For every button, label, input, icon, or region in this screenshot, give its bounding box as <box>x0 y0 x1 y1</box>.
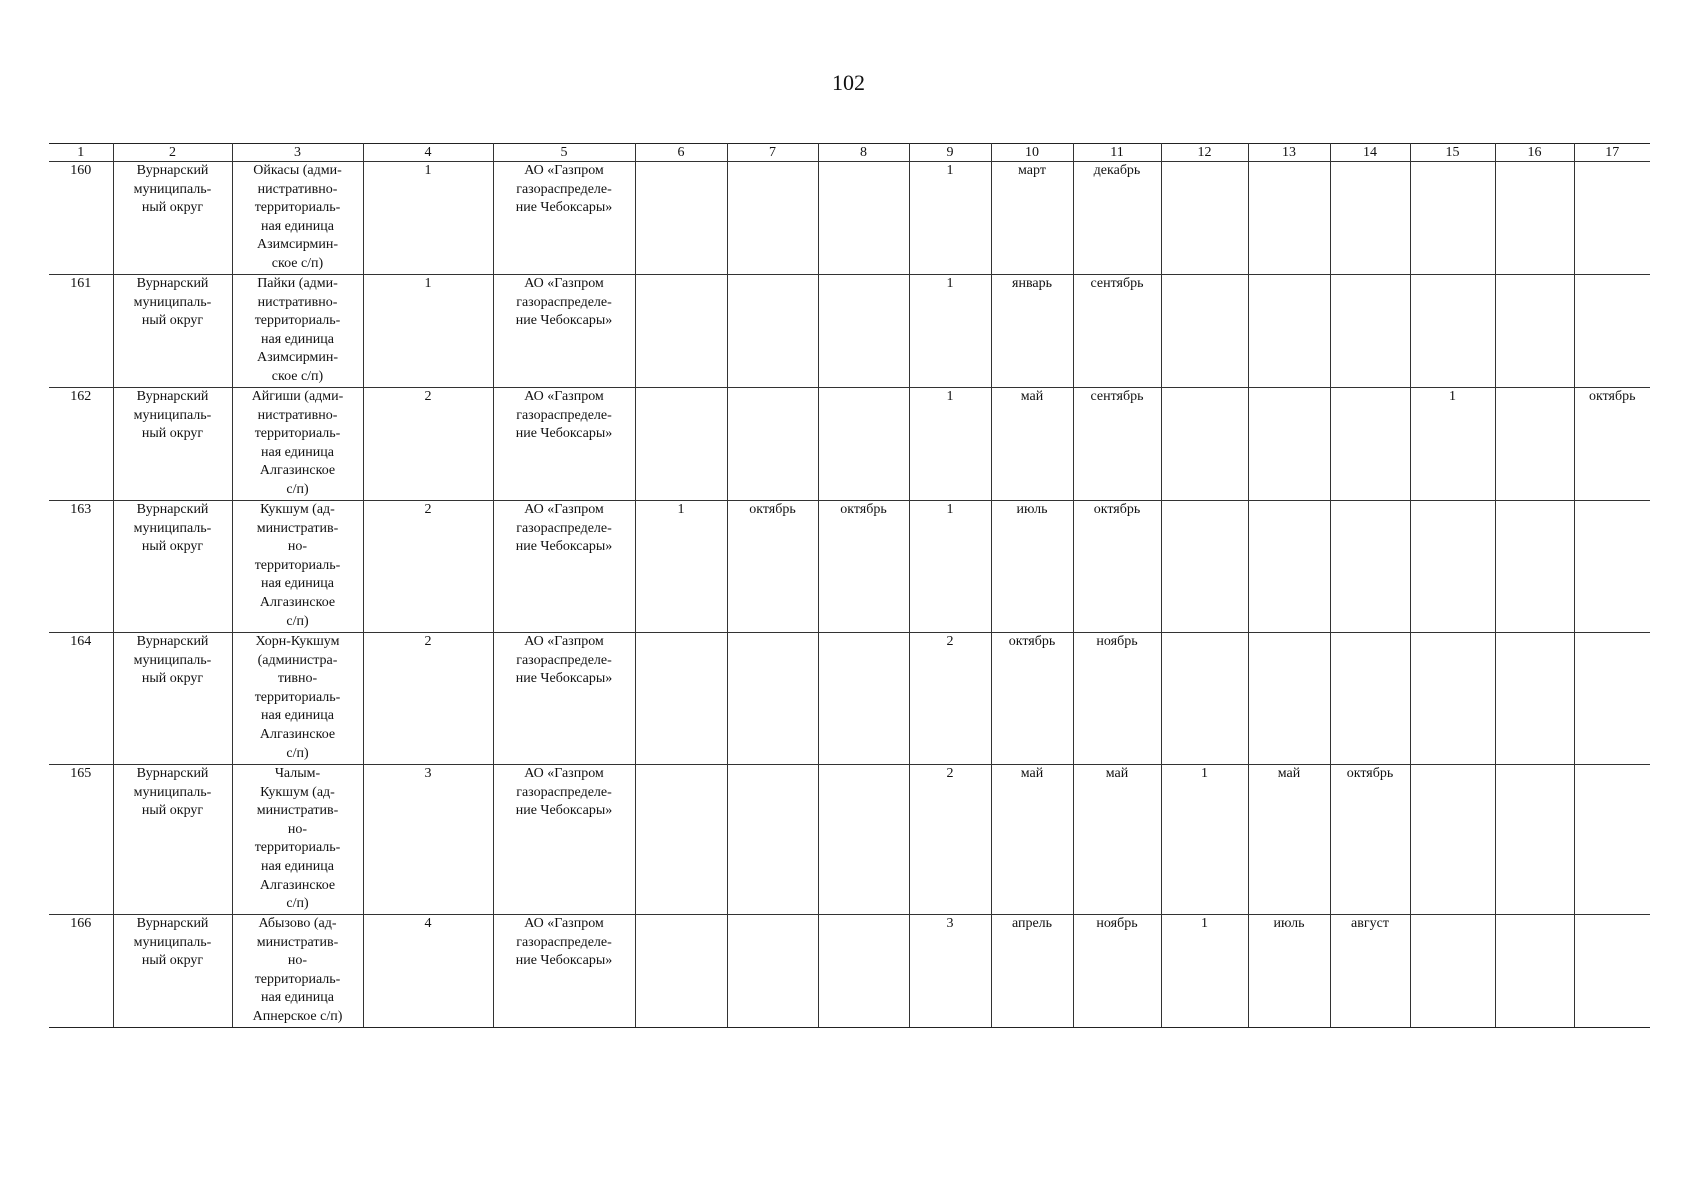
table-row <box>49 915 1650 1028</box>
table-cell: декабрь <box>1073 162 1161 275</box>
table-cell: июль <box>1248 915 1330 1028</box>
table-cell <box>1574 633 1650 765</box>
column-header: 15 <box>1410 144 1495 162</box>
table-cell: ноябрь <box>1073 633 1161 765</box>
column-header: 4 <box>363 144 493 162</box>
table-cell <box>818 765 909 915</box>
count-cell: 3 <box>363 765 493 915</box>
district-cell: Вурнарский муниципаль- ный округ <box>113 501 232 633</box>
table-cell: июль <box>991 501 1073 633</box>
table-cell <box>1495 388 1574 501</box>
column-header: 17 <box>1574 144 1650 162</box>
table-cell: май <box>991 388 1073 501</box>
table-cell: май <box>1248 765 1330 915</box>
table-cell: май <box>991 765 1073 915</box>
table-cell <box>727 388 818 501</box>
table-cell <box>1330 162 1410 275</box>
table-cell <box>818 388 909 501</box>
table-cell <box>635 915 727 1028</box>
table-cell <box>1410 275 1495 388</box>
settlement-cell: Хорн-Кукшум (администра- тивно- территориаль- ная единица Алгазинское с/п) <box>232 633 363 765</box>
table-cell <box>1495 275 1574 388</box>
table-cell <box>1161 275 1248 388</box>
organization-cell: АО «Газпром газораспределе- ние Чебоксары» <box>493 275 635 388</box>
row-number-cell: 165 <box>49 765 113 915</box>
settlement-cell: Айгиши (адми- нистративно- территориаль- ная единица Алгазинское с/п) <box>232 388 363 501</box>
table-cell: 1 <box>909 275 991 388</box>
table-cell <box>1248 388 1330 501</box>
table-cell <box>1410 162 1495 275</box>
table-cell <box>1248 275 1330 388</box>
row-number-cell: 164 <box>49 633 113 765</box>
column-header: 14 <box>1330 144 1410 162</box>
organization-cell: АО «Газпром газораспределе- ние Чебоксары» <box>493 388 635 501</box>
table-cell <box>635 275 727 388</box>
table-cell: май <box>1073 765 1161 915</box>
table-cell: октябрь <box>727 501 818 633</box>
table-row <box>49 162 1650 275</box>
column-header: 3 <box>232 144 363 162</box>
organization-cell: АО «Газпром газораспределе- ние Чебоксары» <box>493 915 635 1028</box>
column-header: 1 <box>49 144 113 162</box>
column-header: 16 <box>1495 144 1574 162</box>
table-cell <box>818 633 909 765</box>
table-cell <box>818 162 909 275</box>
column-number-row <box>49 144 1650 162</box>
column-header: 7 <box>727 144 818 162</box>
count-cell: 2 <box>363 501 493 633</box>
district-cell: Вурнарский муниципаль- ный округ <box>113 633 232 765</box>
table-cell <box>1410 765 1495 915</box>
column-header: 10 <box>991 144 1073 162</box>
table-cell <box>1574 765 1650 915</box>
district-cell: Вурнарский муниципаль- ный округ <box>113 765 232 915</box>
row-number-cell: 163 <box>49 501 113 633</box>
column-header: 2 <box>113 144 232 162</box>
row-number-cell: 162 <box>49 388 113 501</box>
table-cell <box>727 765 818 915</box>
table-cell: 2 <box>909 633 991 765</box>
column-header: 9 <box>909 144 991 162</box>
district-cell: Вурнарский муниципаль- ный округ <box>113 275 232 388</box>
table-cell: 1 <box>1161 915 1248 1028</box>
table-cell: октябрь <box>1574 388 1650 501</box>
organization-cell: АО «Газпром газораспределе- ние Чебоксары» <box>493 633 635 765</box>
table-cell <box>1330 275 1410 388</box>
district-cell: Вурнарский муниципаль- ный округ <box>113 915 232 1028</box>
table-cell <box>635 162 727 275</box>
table-cell: октябрь <box>991 633 1073 765</box>
table-cell <box>727 162 818 275</box>
table-cell <box>1248 633 1330 765</box>
table-cell <box>1330 388 1410 501</box>
count-cell: 1 <box>363 162 493 275</box>
district-cell: Вурнарский муниципаль- ный округ <box>113 162 232 275</box>
table-cell <box>1495 633 1574 765</box>
table-row <box>49 501 1650 633</box>
table-cell: октябрь <box>818 501 909 633</box>
table-cell: март <box>991 162 1073 275</box>
row-number-cell: 161 <box>49 275 113 388</box>
table-cell: 3 <box>909 915 991 1028</box>
count-cell: 2 <box>363 633 493 765</box>
table-cell: ноябрь <box>1073 915 1161 1028</box>
table-cell <box>1495 915 1574 1028</box>
table-cell <box>1495 765 1574 915</box>
count-cell: 1 <box>363 275 493 388</box>
district-cell: Вурнарский муниципаль- ный округ <box>113 388 232 501</box>
table-cell: 1 <box>635 501 727 633</box>
organization-cell: АО «Газпром газораспределе- ние Чебоксары» <box>493 765 635 915</box>
table-cell: 1 <box>909 501 991 633</box>
column-header: 6 <box>635 144 727 162</box>
organization-cell: АО «Газпром газораспределе- ние Чебоксары» <box>493 501 635 633</box>
schedule-table <box>49 143 1650 1028</box>
table-cell <box>1410 915 1495 1028</box>
table-cell: 1 <box>909 388 991 501</box>
table-cell: январь <box>991 275 1073 388</box>
table-cell: 1 <box>1161 765 1248 915</box>
table-cell <box>635 633 727 765</box>
table-cell <box>1161 162 1248 275</box>
table-cell <box>1574 162 1650 275</box>
table-cell <box>1410 501 1495 633</box>
table-cell: апрель <box>991 915 1073 1028</box>
column-header: 5 <box>493 144 635 162</box>
table-cell <box>1410 633 1495 765</box>
table-cell <box>1248 162 1330 275</box>
table-cell: октябрь <box>1073 501 1161 633</box>
table-cell <box>635 388 727 501</box>
table-cell: сентябрь <box>1073 275 1161 388</box>
table-cell: 2 <box>909 765 991 915</box>
table-cell <box>818 275 909 388</box>
page-number: 102 <box>832 70 865 95</box>
table-row <box>49 275 1650 388</box>
settlement-cell: Кукшум (ад- министратив- но- территориаль- ная единица Алгазинское с/п) <box>232 501 363 633</box>
table-cell: октябрь <box>1330 765 1410 915</box>
table-cell <box>1161 388 1248 501</box>
settlement-cell: Чалым- Кукшум (ад- министратив- но- территориаль- ная единица Алгазинское с/п) <box>232 765 363 915</box>
table-cell <box>727 915 818 1028</box>
column-header: 11 <box>1073 144 1161 162</box>
table-cell <box>1161 633 1248 765</box>
table-cell <box>1495 501 1574 633</box>
table-cell: 1 <box>1410 388 1495 501</box>
table-row <box>49 633 1650 765</box>
count-cell: 4 <box>363 915 493 1028</box>
column-header: 13 <box>1248 144 1330 162</box>
table-cell <box>1330 501 1410 633</box>
table-cell <box>1330 633 1410 765</box>
table-row <box>49 388 1650 501</box>
table-cell <box>727 275 818 388</box>
table-cell <box>635 765 727 915</box>
table-cell <box>1574 915 1650 1028</box>
table-row <box>49 765 1650 915</box>
settlement-cell: Абызово (ад- министратив- но- территориаль- ная единица Апнерское с/п) <box>232 915 363 1028</box>
row-number-cell: 166 <box>49 915 113 1028</box>
organization-cell: АО «Газпром газораспределе- ние Чебоксары» <box>493 162 635 275</box>
table-cell: август <box>1330 915 1410 1028</box>
column-header: 8 <box>818 144 909 162</box>
table-cell: 1 <box>909 162 991 275</box>
settlement-cell: Ойкасы (адми- нистративно- территориаль- ная единица Азимсирмин- ское с/п) <box>232 162 363 275</box>
table-cell <box>727 633 818 765</box>
column-header: 12 <box>1161 144 1248 162</box>
table-cell <box>1574 275 1650 388</box>
row-number-cell: 160 <box>49 162 113 275</box>
table-cell <box>818 915 909 1028</box>
table-cell <box>1574 501 1650 633</box>
table-cell: сентябрь <box>1073 388 1161 501</box>
table-cell <box>1161 501 1248 633</box>
table-cell <box>1248 501 1330 633</box>
settlement-cell: Пайки (адми- нистративно- территориаль- ная единица Азимсирмин- ское с/п) <box>232 275 363 388</box>
table-cell <box>1495 162 1574 275</box>
count-cell: 2 <box>363 388 493 501</box>
